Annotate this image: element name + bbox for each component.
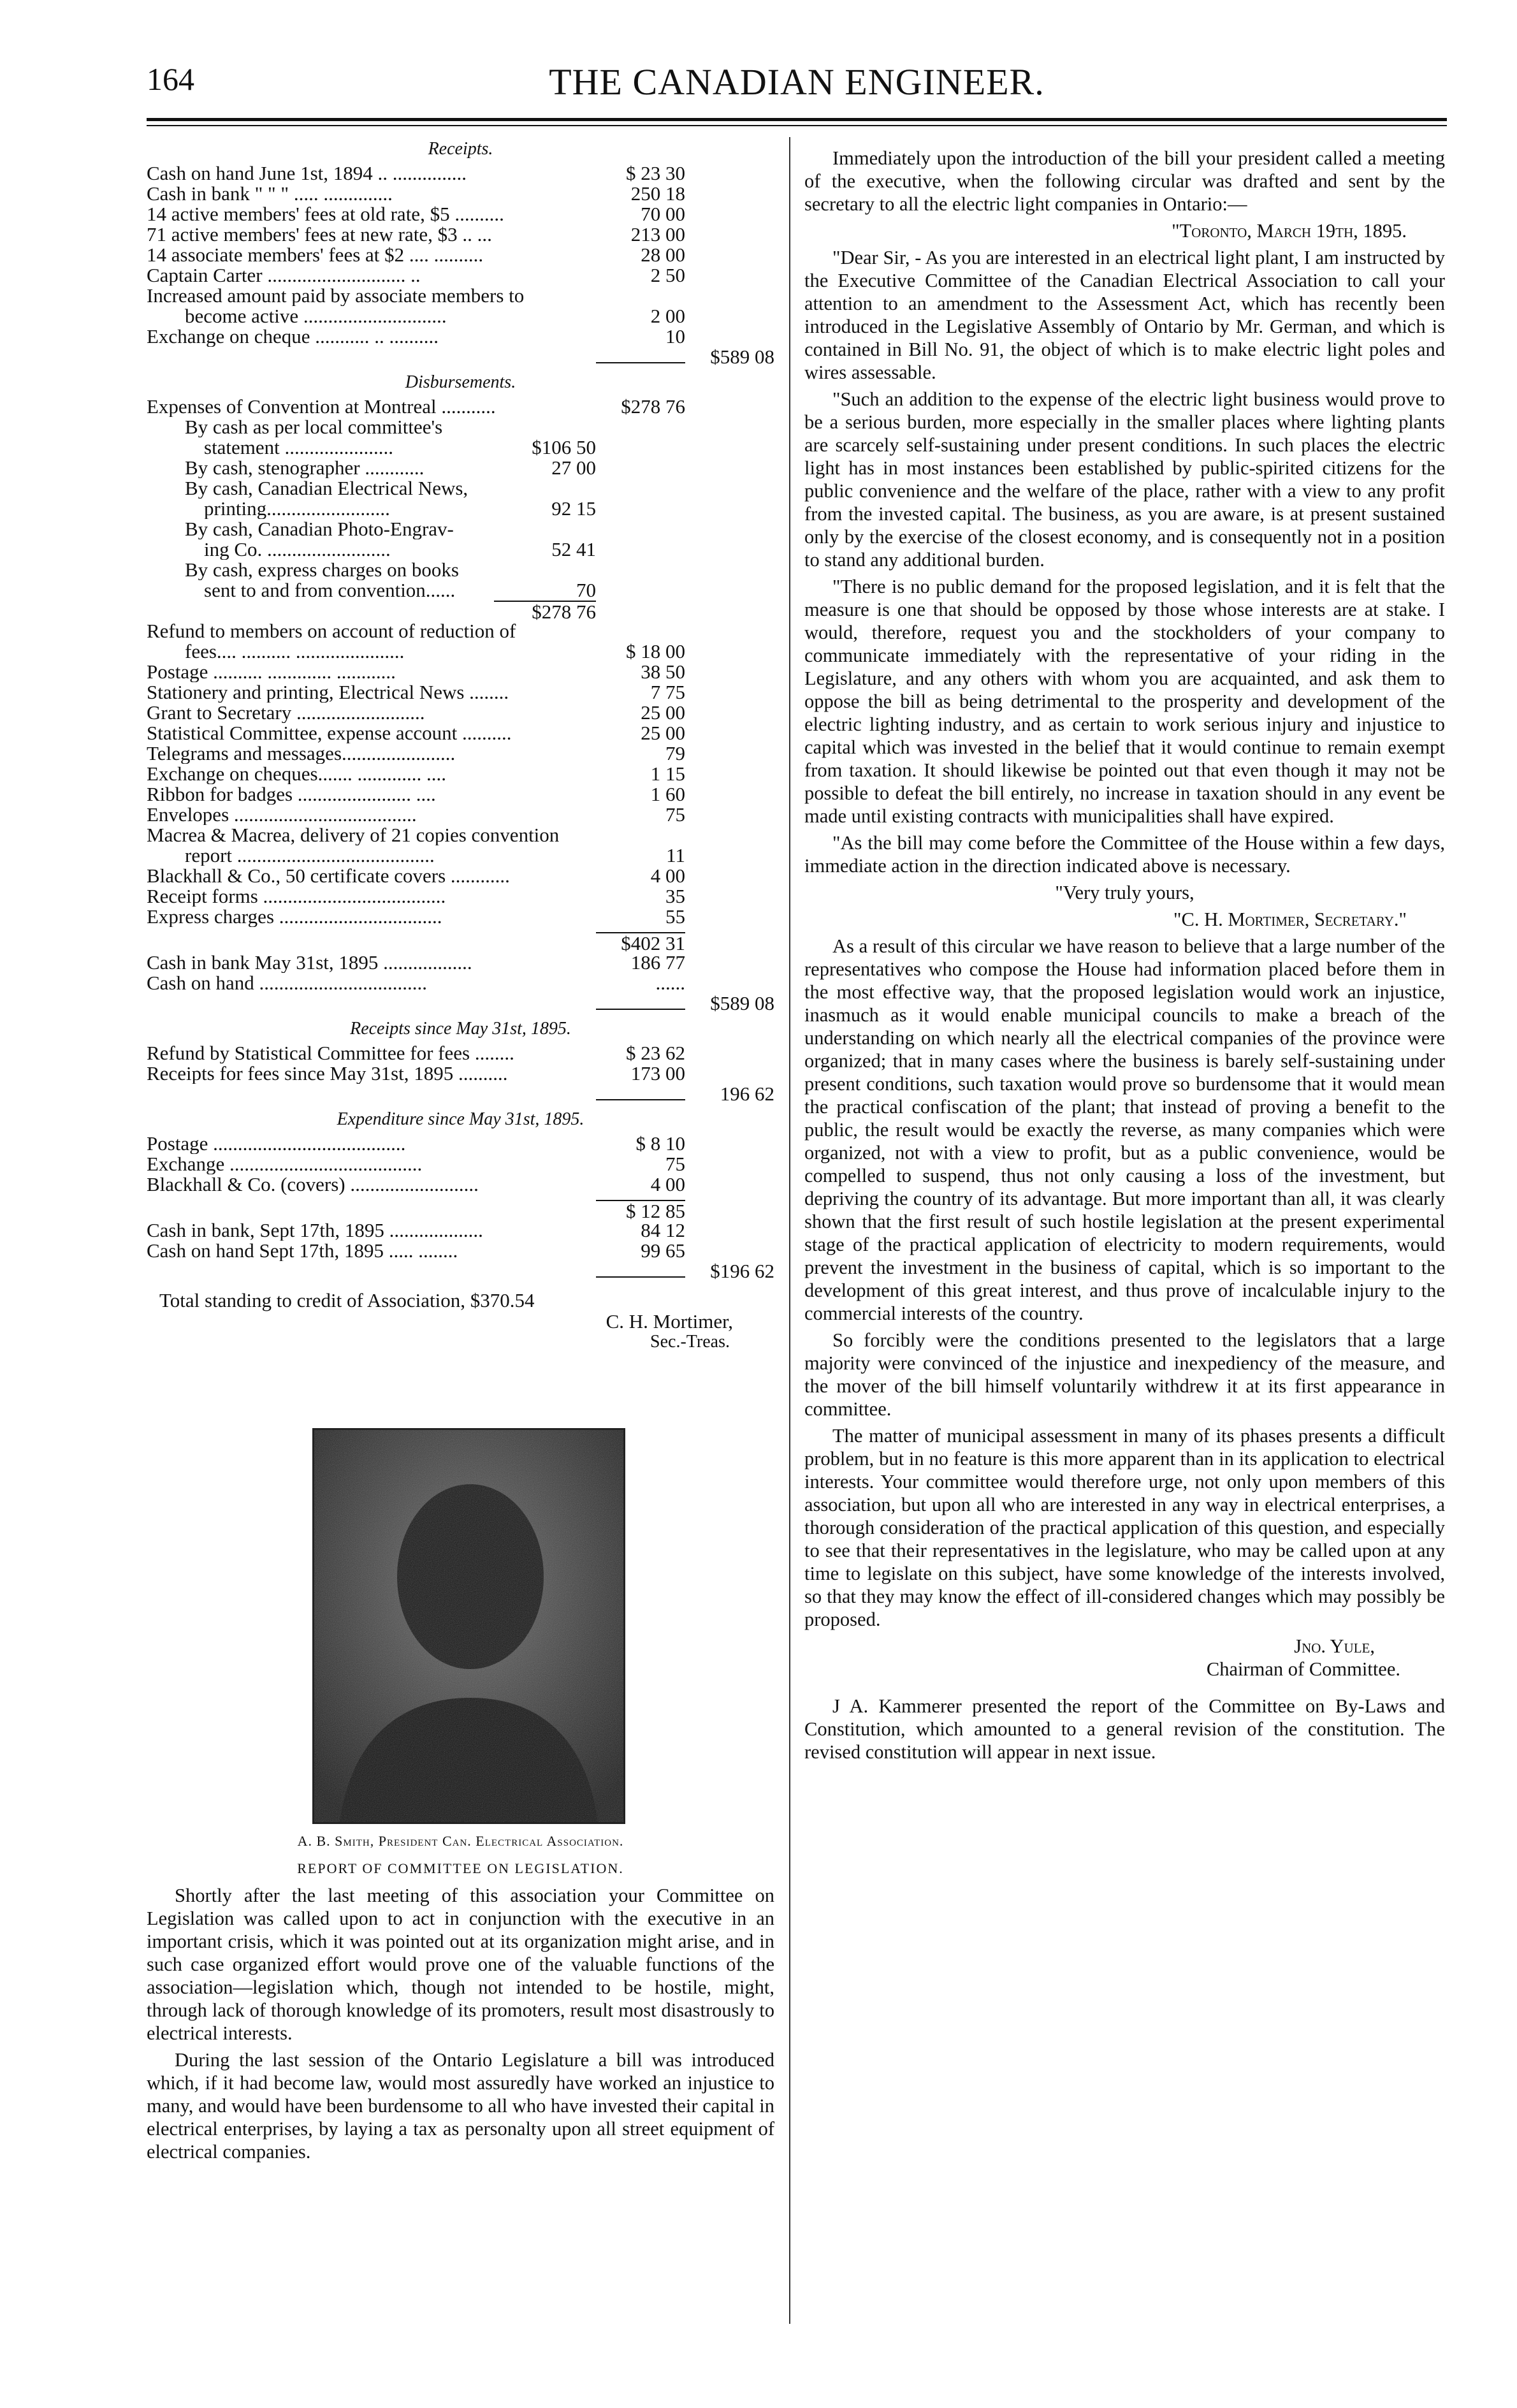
disbursements-list [147,621,774,927]
convention-item-row-label: printing......................... [204,499,390,519]
page-header [147,61,1447,112]
disbursement-row-label: Statistical Committee, expense account .......... [147,723,512,743]
left-paragraph-2: During the last session of the Ontario Legislature a bill was introduced which, if it had become law, would most assuredly have worked an injustice to many, and would have been burdensome to all who have invested their capital in electrical enterprises, by laying a tax as personalty upon all street equipment of electrical companies. [147,2049,774,2163]
disbursement-row-amount: 7 75 [650,681,685,703]
header-rule-thick [147,118,1447,121]
disbursement-row-label: Blackhall & Co., 50 certificate covers ............ [147,866,510,886]
right-paragraph-5: J A. Kammerer presented the report of the Committee on By-Laws and Constitution, which amounted to a general revision of the constitution. The revised constitution will appear in next issue. [804,1695,1445,1763]
circular-paragraph-2: "Such an addition to the expense of the electric light business would prove to be a serious burden, more especially in the smaller places where lighting plants are scarcely self-sustaining under present conditions. In such places the electric light has in most instances been established by public-spirited citizens for the public convenience and the welfare of the place, rather with a view to any profit from the invested capital. The business, as you are aware, is at present sustained only by the exercise of the closest economy, and is consequently not in a position to stand any additional burden. [804,388,1445,571]
disbursement-row [147,886,774,907]
convention-item-row-amount: 27 00 [551,456,596,479]
receipt-since-row [147,1043,774,1063]
receipt-row-label: Cash in bank " " " ..... .............. [147,184,393,204]
disbursements-grand-total: $589 08 [710,992,774,1014]
disbursement-row-amount: 11 [666,844,685,866]
disbursement-row [147,866,774,886]
convention-item-row-amount: 52 41 [551,538,596,560]
circular-paragraph-3: "There is no public demand for the proposed legislation, and it is felt that the measure is one that should be opposed by those whose interests are at stake. I would, therefore, request you and the stockholders of your company to communicate immediately with the representative of your riding in the Legislature, and any others with whom you are acquainted, and ask them to oppose the bill as being detrimental to the prosperity and development of the electric lighting industry, and as certain to work serious injury and injustice to capital which was invested in the belief that it would continue to remain exempt from taxation. It should likewise be pointed out that even though it may not be possible to defeat the bill entirely, no increase in taxation should in any event be made until existing contracts with municipalities shall have expired. [804,576,1445,827]
receipt-row-amount: $ 23 30 [626,162,685,184]
convention-item-row-amount: $106 50 [532,436,596,458]
disbursement-row-amount: 25 00 [641,722,685,744]
receipt-row-amount: 70 00 [641,203,685,225]
expenditure-total: $196 62 [710,1260,774,1282]
cash-in-bank-row: Cash in bank May 31st, 1895 .................. 186 77 [147,951,685,974]
convention-item-row-label: By cash, Canadian Electrical News, [185,478,468,499]
disbursements-subtotal-row [147,932,774,952]
disbursement-row-amount: 25 00 [641,701,685,724]
receipt-since-row-amount: $ 23 62 [626,1042,685,1064]
receipts-since-total: 196 62 [720,1083,774,1105]
standing-total: Total standing to credit of Association, $370.54 [159,1289,535,1311]
right-article-body [804,147,1445,1767]
receipt-row-amount: 28 00 [641,244,685,266]
disbursement-row-amount: 1 60 [650,783,685,805]
expenditure-subtotal: $ 12 85 [596,1200,685,1222]
disbursement-row [147,723,774,743]
disbursement-row-label: Ribbon for badges ....................... .... [147,784,436,805]
disbursement-row [147,662,774,682]
expenditure-subtotal-row [147,1200,774,1220]
expenditure-since-heading: Expenditure since May 31st, 1895. [337,1109,584,1129]
treasurer-accounts [147,134,774,1352]
disbursement-row-amount: 1 15 [650,763,685,785]
convention-item-row-label: By cash, Canadian Photo-Engrav- [185,519,454,539]
circular-dateline: "Toronto, March 19th, 1895. [1172,220,1407,242]
cash-on-hand-row: Cash on hand .................................. ...... [147,972,685,994]
expenditure-row-label: Blackhall & Co. (covers) .......................... [147,1174,479,1195]
disbursement-row [147,621,774,641]
disbursement-row [147,845,774,866]
disbursement-row-amount: 75 [665,803,685,826]
convention-item-row-label: By cash, stenographer ............ [185,458,425,478]
portrait-image [314,1430,623,1822]
convention-item-row [147,560,774,580]
receipt-row-amount: 2 50 [650,264,685,286]
circular-closing: "Very truly yours, [1055,882,1194,903]
receipt-row-label: Exchange on cheque ........... .. .......... [147,326,439,347]
right-paragraph-1: Immediately upon the introduction of the bill your president called a meeting of the executive, when the following circular was drafted and sent by the secretary to all the electric light companies in Ontario:— [804,147,1445,215]
receipt-row [147,286,774,306]
receipt-row-label: 14 active members' fees at old rate, $5 .......... [147,204,504,224]
receipts-since-list [147,1043,774,1084]
report-title: REPORT OF COMMITTEE ON LEGISLATION. [297,1860,624,1876]
receipt-row [147,245,774,265]
expenditure-row [147,1154,774,1174]
receipt-since-row-label: Refund by Statistical Committee for fees ........ [147,1043,514,1063]
receipt-since-row-amount: 173 00 [630,1062,685,1084]
left-article-body [147,1884,774,2167]
expenditure-row-amount: $ 8 10 [635,1132,685,1155]
receipt-row [147,224,774,245]
disbursement-row [147,907,774,927]
circular-paragraph-1: "Dear Sir, - As you are interested in an electrical light plant, I am instructed by the Executive Committee of the Canadian Electrical Association to call your attention to an amendment to the Assessment Act, which has recently been introduced in the Legislative Assembly of Ontario by Mr. German, and which is contained in Bill No. 91, the object of which is to make electric light poles and wires assessable. [804,247,1445,383]
expenditure-row [147,1134,774,1154]
convention-item-row-label: statement ...................... [204,437,394,458]
convention-item-row-label: ing Co. ......................... [204,539,391,560]
disbursement-row-label: Receipt forms ..................................... [147,886,446,907]
expenditure-since-list [147,1134,774,1195]
sept-hand-row: Cash on hand Sept 17th, 1895 ..... ........ 99 65 [147,1239,685,1262]
disbursement-row-amount: 35 [665,885,685,907]
receipts-since-heading: Receipts since May 31st, 1895. [350,1019,571,1039]
treasurer-title: Sec.-Treas. [650,1332,730,1352]
convention-label: Expenses of Convention at Montreal ........... [147,397,496,417]
portrait-photo [312,1428,625,1824]
disbursement-row-label: Refund to members on account of reduction of [147,621,516,641]
receipt-row-amount: 213 00 [630,223,685,245]
convention-breakdown [147,417,774,601]
expenditure-total-row [147,1261,774,1281]
convention-item-row [147,539,774,560]
disbursement-row-label: Postage .......... ............. ............ [147,662,396,682]
disbursement-row-label: Express charges ................................. [147,907,442,927]
disbursement-row-label: Exchange on cheques....... ............. .... [147,764,447,784]
convention-item-row-label: By cash, express charges on books [185,560,459,580]
convention-item-row [147,437,774,458]
receipt-row [147,265,774,286]
disbursement-row-label: Grant to Secretary .......................... [147,703,425,723]
disbursement-row [147,703,774,723]
convention-subtotal-row [147,601,774,621]
disbursements-subtotal: $402 31 [596,932,685,954]
disbursements-heading: Disbursements. [405,372,516,392]
right-paragraph-4: The matter of municipal assessment in many of its phases presents a difficult problem, but in no feature is this more apparent than in its application to electrical interests. Your committee would therefore urge, not only upon members of this association, but upon all who are interested in any way in electrical enterprises, a thorough consideration of the practical application of this question, and especially to see that their representatives in the legislature, who may be called upon at any time to legislate on this subject, have some knowledge of the interests involved, so that they may know the effect of ill-considered changes which may possibly be proposed. [804,1425,1445,1630]
receipts-since-total-row [147,1084,774,1104]
convention-item-row-amount: 92 15 [551,497,596,520]
expenditure-row-amount: 75 [665,1153,685,1175]
receipt-row [147,184,774,204]
convention-item-row [147,417,774,437]
disbursement-row-label: Telegrams and messages....................... [147,743,456,764]
treasurer-name: C. H. Mortimer, [606,1310,733,1332]
chairman-name: Jno. Yule, [1294,1635,1375,1657]
receipt-row [147,204,774,224]
receipts-total-row [147,347,774,367]
convention-item-row [147,458,774,478]
receipt-row-label: 71 active members' fees at new rate, $3 .. ... [147,224,492,245]
disbursement-row-amount: 55 [665,905,685,928]
convention-item-row-label: By cash as per local committee's [185,417,443,437]
disbursement-row-amount: 38 50 [641,660,685,683]
disbursement-row [147,764,774,784]
disbursement-row [147,641,774,662]
expenditure-row-amount: 4 00 [650,1173,685,1195]
receipt-row [147,326,774,347]
convention-subtotal: $278 76 [494,601,596,622]
disbursement-row-label: Envelopes ..................................... [147,805,417,825]
receipt-row-amount: 250 18 [630,182,685,205]
disbursement-row-label: report ........................................ [185,845,435,866]
portrait-caption: A. B. Smith, President Can. Electrical Association. [297,1833,624,1849]
circular-paragraph-4: "As the bill may come before the Committee of the House within a few days, immediate action in the direction indicated above is necessary. [804,832,1445,877]
disbursements-grand-total-row [147,993,774,1014]
header-rule-thin [147,125,1447,126]
convention-amount: $278 76 [621,395,685,418]
sept-bank-row: Cash in bank, Sept 17th, 1895 ................... 84 12 [147,1219,685,1241]
receipts-total: $589 08 [710,346,774,368]
disbursement-row [147,805,774,825]
receipt-row-label: Cash on hand June 1st, 1894 .. ............... [147,163,467,184]
convention-row [147,397,774,417]
disbursement-row-amount: 4 00 [650,865,685,887]
convention-item-row [147,478,774,499]
convention-item-row [147,519,774,539]
disbursement-row [147,784,774,805]
disbursement-row [147,743,774,764]
disbursement-row [147,682,774,703]
right-paragraph-3: So forcibly were the conditions presented to the legislators that a large majority were convinced of the injustice and inexpediency of the measure, and the mover of the bill himself voluntarily withdrew it at its first appearance in committee. [804,1329,1445,1420]
convention-item-row [147,580,774,601]
expenditure-row [147,1174,774,1195]
journal-title: THE CANADIAN ENGINEER. [549,61,1045,103]
left-paragraph-1: Shortly after the last meeting of this association your Committee on Legislation was called upon to act in conjunction with the executive in an important crisis, which it was pointed out at its organization might arise, and in such case organized effort would prove one of the valuable functions of the association—legislation which, though not intended to be hostile, might, through lack of thorough knowledge of its promoters, result most disastrously to electrical interests. [147,1885,774,2044]
page-number: 164 [147,61,194,97]
convention-item-row-label: sent to and from convention...... [204,580,456,601]
column-divider [789,137,790,2324]
receipt-row [147,306,774,326]
expenditure-row-label: Postage ....................................... [147,1134,406,1154]
receipts-heading: Receipts. [428,139,493,159]
receipt-row-label: 14 associate members' fees at $2 .... .......... [147,245,484,265]
disbursement-row-amount: 79 [665,742,685,764]
disbursement-row-label: fees.... .......... ...................... [185,641,405,662]
circular-signer: "C. H. Mortimer, Secretary." [1173,908,1407,930]
receipt-row-label: Captain Carter ............................ .. [147,265,421,286]
disbursement-row-label: Stationery and printing, Electrical News ........ [147,682,509,703]
receipts-list [147,163,774,347]
chairman-title: Chairman of Committee. [1206,1658,1400,1680]
receipt-row-amount: 10 [665,325,685,347]
receipt-since-row [147,1063,774,1084]
disbursement-row-label: Macrea & Macrea, delivery of 21 copies convention [147,825,560,845]
receipt-since-row-label: Receipts for fees since May 31st, 1895 .......... [147,1063,508,1084]
disbursement-row [147,825,774,845]
expenditure-row-label: Exchange ....................................... [147,1154,423,1174]
receipt-row-label: become active ............................. [185,306,447,326]
right-paragraph-2: As a result of this circular we have reason to believe that a large number of the representatives who compose the House had information placed before them in the most effective way, that the proposed legislation would work an injustice, inasmuch as it would enable municipal councils to make a breach of the understanding on which nearly all the electrical companies of the province were organized; that in many cases where the business is barely self-sustaining under present conditions, such taxation would prove so burdensome that it would mean the practical confiscation of the plant; that instead of proving a benefit to the public, the result would be exactly the reverse, as many companies which were organized, not with a view to profit, but as a public convenience, would be compelled to suspend, thus not only causing a loss of the investment, but depriving the country of its advantage. But more important than all, it was clearly shown that the first result of such hostile legislation at the present experimental stage of the practical application of electricity to modern requirements, would prevent the investment in the business of capital, which is so important to the development of this great interest, and thus prove of incalculable injury to the commercial interests of the country. [804,935,1445,1324]
convention-item-row-amount: 70 [576,579,596,601]
convention-item-row [147,499,774,519]
receipt-row-amount: 2 00 [650,305,685,327]
disbursement-row-amount: $ 18 00 [626,640,685,662]
receipt-row [147,163,774,184]
receipt-row-label: Increased amount paid by associate members to [147,286,525,306]
